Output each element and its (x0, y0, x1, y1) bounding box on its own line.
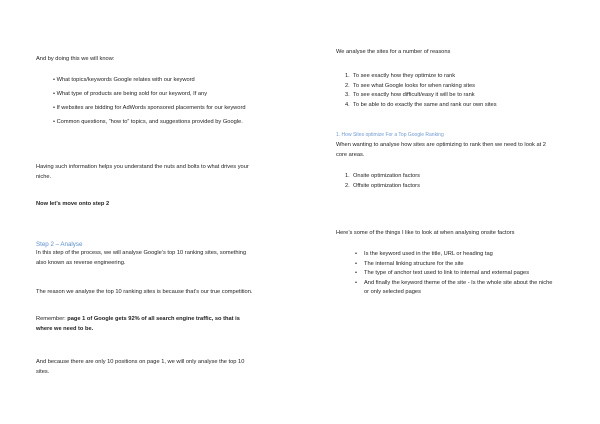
list-item: 2. To see what Google looks for when ranking sites (345, 82, 476, 89)
list-item: • Is the keyword used in the title, URL or heading tag (355, 251, 493, 257)
paragraph: When wanting to analyse how sites are optimizing to rank then we need to look at 2 core areas. (336, 142, 546, 158)
list-item: • And finally the keyword theme of the site - Is the whole site about the niche or only selected pages (355, 279, 553, 296)
list-item: 1. Onsite optimization factors (345, 173, 421, 179)
remember-label: Remember: (36, 316, 68, 322)
list-item: • The type of anchor text used to link to internal and external pages (355, 270, 530, 277)
list-item: • The internal linking structure for the site (355, 260, 464, 267)
list-item: • Common questions, “how to” topics, and suggestions provided by Google. (53, 119, 243, 126)
step2-heading: Step 2 – Analyse (36, 241, 83, 248)
paragraph: And because there are only 10 positions on page 1, we will only analyse the top 10 sites. (36, 359, 245, 375)
paragraph: Having such information helps you understand the nuts and bolts to what drives your niche. (36, 164, 249, 180)
reasons-intro: We analyse the sites for a number of reasons (336, 49, 451, 55)
section-heading: 1. How Sites optimize For a Top Google Ranking (336, 132, 444, 138)
list-item: 2. Offsite optimization factors (345, 182, 420, 189)
list-item: 3. To see exactly how difficult/easy it will be to rank (345, 92, 475, 99)
paragraph: The reason we analyse the top 10 ranking sites is because that’s our true competition. (36, 289, 253, 295)
onsite-bullets (336, 250, 558, 298)
bold-paragraph: Now let’s move onto step 2 (36, 201, 110, 207)
remember-paragraph (36, 315, 256, 334)
list-item: • What topics/keywords Google relates with our keyword (53, 77, 195, 83)
onsite-intro: Here’s some of the things I like to look at when analysing onsite factors (336, 230, 515, 236)
paragraph: In this step of the process, we will analyse Google’s top 10 ranking sites, something also known as reverse engineering. (36, 250, 247, 266)
knowledge-bullets (36, 76, 258, 132)
list-item: 1. To see exactly how they optimize to rank (345, 73, 456, 79)
reasons-list (336, 72, 558, 110)
list-item: 4. To be able to do exactly the same and rank our own sites (345, 101, 497, 108)
right-page (300, 0, 600, 424)
remember-bold: page 1 of Google gets 92% of all search engine traffic, so that is where we need to be. (36, 316, 240, 332)
intro-text: And by doing this we will know: (36, 56, 115, 62)
list-item: • If websites are bidding for AdWords sponsored placements for our keyword (53, 105, 246, 112)
list-item: • What type of products are being sold for our keyword, If any (53, 91, 208, 98)
areas-list (336, 172, 558, 191)
